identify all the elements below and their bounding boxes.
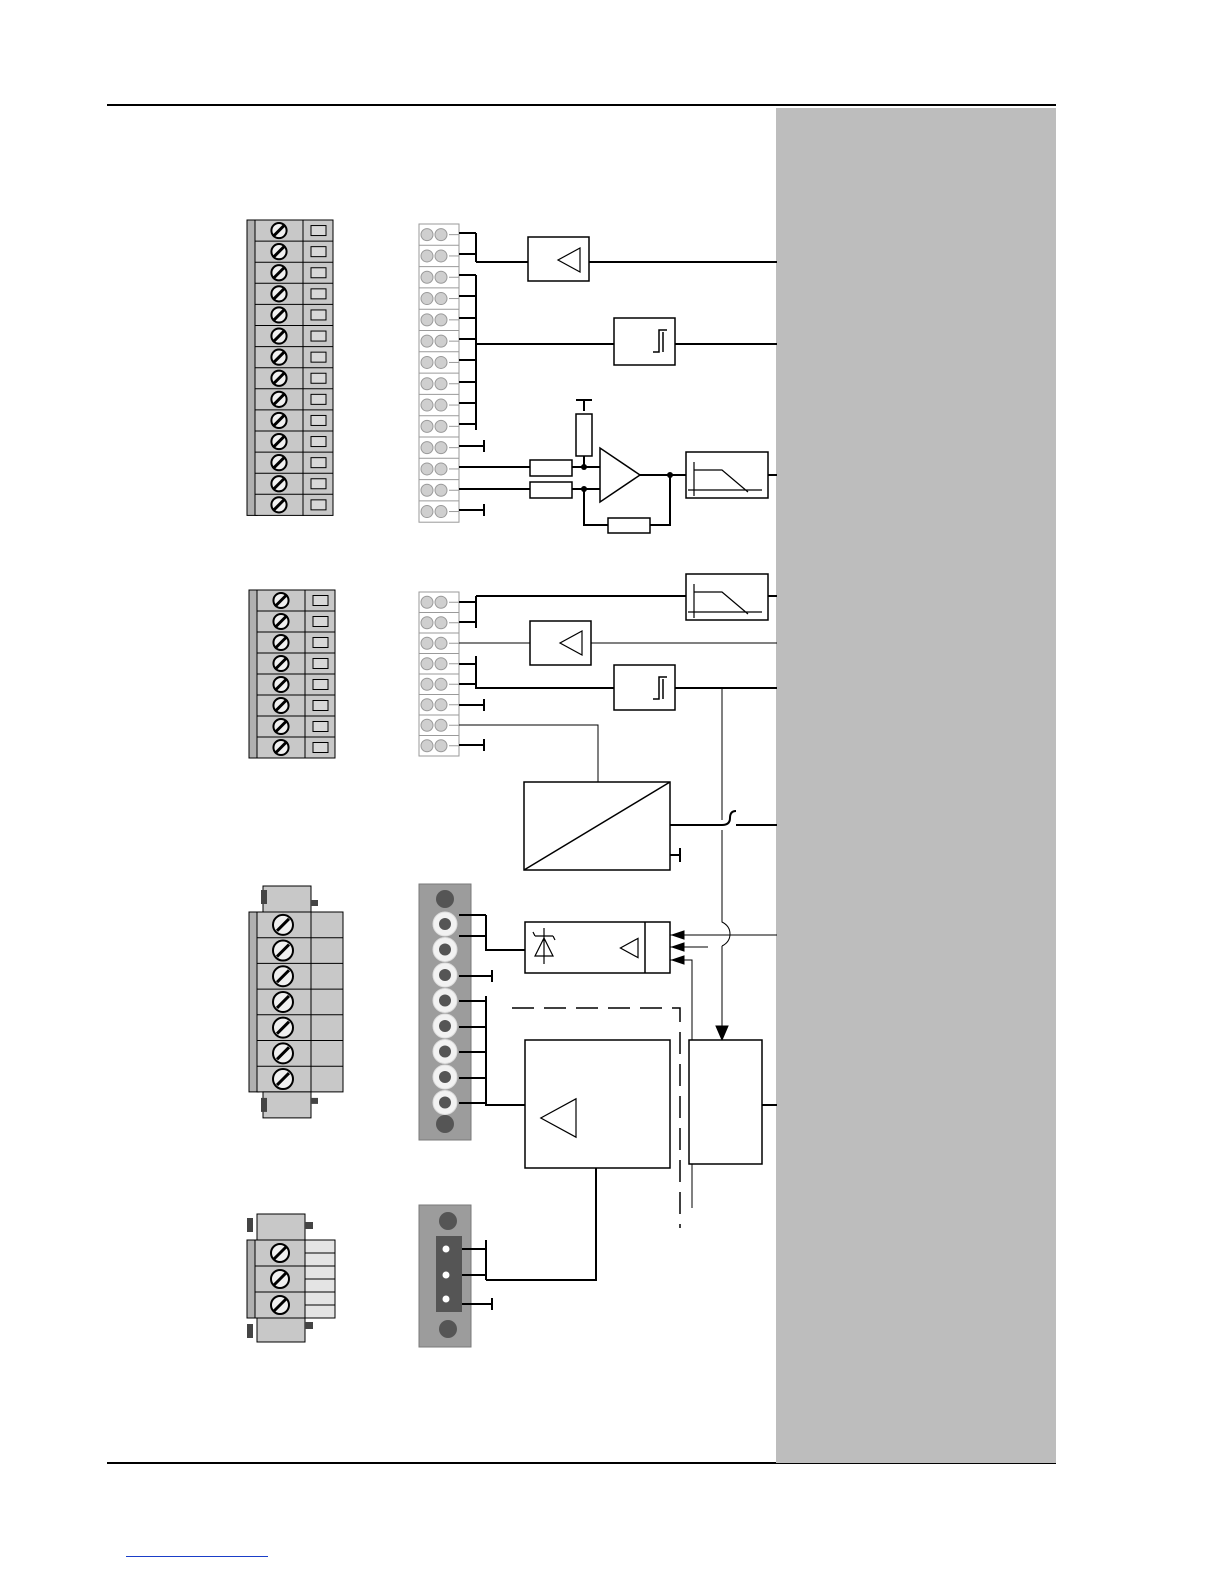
wire-diff-res	[572, 467, 600, 489]
logic-block-box	[689, 1040, 762, 1164]
screw-icon	[271, 244, 286, 259]
screw-icon	[271, 350, 286, 365]
screw-icon	[271, 1244, 289, 1262]
junction-dot	[581, 486, 587, 492]
terminal-slot	[311, 479, 326, 489]
optocoupler	[525, 922, 670, 973]
pin-hole	[435, 699, 447, 711]
pin	[443, 1246, 450, 1253]
terminal-slot	[311, 268, 326, 278]
pin-hole	[421, 271, 433, 283]
pin-hole	[421, 229, 433, 241]
ground-tick	[459, 739, 484, 751]
screw-icon	[271, 265, 286, 280]
pin-hole	[435, 617, 447, 629]
terminal-slot	[311, 352, 326, 362]
junction-dot	[667, 472, 673, 478]
ground-tick	[459, 440, 484, 452]
pin-hole	[435, 719, 447, 731]
screw-icon	[271, 455, 286, 470]
wire-diff-in	[459, 467, 530, 489]
pin-hole	[421, 378, 433, 390]
screw-icon	[273, 1018, 293, 1038]
pin-hole	[421, 250, 433, 262]
connector-1	[247, 220, 333, 515]
pin-hole	[421, 658, 433, 670]
pin-hole	[435, 314, 447, 326]
pin-hole	[421, 399, 433, 411]
pin-hole	[435, 399, 447, 411]
arrow-icon	[672, 931, 684, 964]
pin-hole	[435, 463, 447, 475]
mount-hole	[439, 1212, 457, 1230]
screw-icon	[273, 614, 288, 629]
connector-4-top-latch	[257, 1214, 305, 1240]
resistor-icon	[608, 518, 650, 533]
wire-converter-in	[459, 725, 598, 782]
pin-hole	[435, 596, 447, 608]
wire-diff-ref	[576, 400, 592, 411]
pin	[443, 1296, 450, 1303]
terminal-slot	[313, 659, 328, 669]
pin-hole	[435, 442, 447, 454]
screw-icon	[271, 413, 286, 428]
diff-amplifier	[530, 414, 673, 533]
connector-4	[247, 1214, 335, 1342]
screw-icon	[273, 992, 293, 1012]
terminal-slot	[313, 701, 328, 711]
pin-hole	[421, 596, 433, 608]
schmitt-trigger-1-box	[614, 318, 675, 365]
screw-icon	[273, 915, 293, 935]
pin	[439, 969, 451, 981]
pin-hole	[421, 719, 433, 731]
pin-hole	[421, 699, 433, 711]
connector-3-top-latch	[263, 886, 311, 912]
pin	[439, 995, 451, 1007]
blocks-layer	[524, 237, 768, 1168]
pin-hole	[435, 271, 447, 283]
amplifier-2	[530, 621, 591, 665]
pin-hole	[421, 420, 433, 432]
resistor-icon	[530, 482, 572, 498]
junction-dot	[581, 464, 587, 470]
pin-hole	[421, 442, 433, 454]
screw-icon	[273, 1043, 293, 1063]
pin-hole	[421, 463, 433, 475]
connector-2	[249, 590, 335, 758]
schmitt-trigger-2	[614, 665, 675, 710]
opamp-icon	[600, 448, 640, 502]
pin	[439, 944, 451, 956]
wire-schmitt1-in	[459, 275, 614, 430]
terminal-slot	[311, 247, 326, 257]
power-amplifier-box	[525, 1040, 670, 1168]
pin-hole	[421, 356, 433, 368]
connector-3-side	[311, 912, 343, 1092]
mount-hole	[439, 1320, 457, 1338]
pin-header-1	[419, 884, 471, 1140]
optocoupler-box	[525, 922, 670, 973]
pin-hole	[421, 740, 433, 752]
terminal-slot	[311, 415, 326, 425]
screw-icon	[273, 635, 288, 650]
terminal-slot	[311, 394, 326, 404]
wire-amp1-in	[459, 233, 528, 262]
screw-icon	[271, 1270, 289, 1288]
connectors-layer	[247, 220, 343, 1342]
pin	[439, 1020, 451, 1032]
low-pass-filter-1	[686, 452, 768, 498]
resistor-icon	[530, 460, 572, 476]
pin-hole	[421, 678, 433, 690]
pin-hole	[421, 335, 433, 347]
screw-icon	[273, 1069, 293, 1089]
terminal-slot	[311, 437, 326, 447]
low-pass-filter-2	[686, 574, 768, 620]
screw-icon	[271, 286, 286, 301]
wire-power-supply	[462, 1168, 596, 1280]
connector-3	[249, 886, 343, 1118]
connector-3-bottom-latch	[263, 1092, 311, 1118]
ground-tick	[670, 848, 680, 862]
terminal-slot	[311, 373, 326, 383]
terminal-slot	[313, 638, 328, 648]
mount-hole	[436, 890, 454, 908]
screw-icon	[273, 941, 293, 961]
pcb-strip-2	[419, 592, 459, 756]
power-amplifier	[525, 1040, 670, 1168]
pin-hole	[435, 506, 447, 518]
pin-hole	[435, 293, 447, 305]
pin	[439, 1071, 451, 1083]
pin-hole	[435, 229, 447, 241]
ground-tick	[459, 504, 484, 516]
connector-4-bottom-latch	[257, 1318, 305, 1342]
converter	[524, 782, 670, 870]
schmitt-trigger-2-box	[614, 665, 675, 710]
screw-icon	[271, 392, 286, 407]
pin-hole	[435, 356, 447, 368]
resistor-icon	[576, 414, 592, 456]
terminal-slot	[313, 617, 328, 627]
pin-hole	[421, 484, 433, 496]
screw-icon	[273, 677, 288, 692]
pin	[439, 918, 451, 930]
screw-icon	[271, 497, 286, 512]
pin-hole	[435, 335, 447, 347]
pin-hole	[435, 250, 447, 262]
pin-hole	[435, 678, 447, 690]
screw-icon	[273, 698, 288, 713]
screw-icon	[273, 966, 293, 986]
terminal-slot	[311, 226, 326, 236]
pin-hole	[421, 314, 433, 326]
terminal-slot	[311, 289, 326, 299]
screw-icon	[271, 328, 286, 343]
pin	[439, 1046, 451, 1058]
pin-hole	[421, 617, 433, 629]
pcb-strip-1	[419, 224, 459, 522]
screw-icon	[273, 719, 288, 734]
mount-hole	[436, 1115, 454, 1133]
terminal-slot	[311, 500, 326, 510]
pin	[443, 1272, 450, 1279]
pin-hole	[421, 293, 433, 305]
screw-icon	[273, 740, 288, 755]
pin-hole	[435, 740, 447, 752]
amplifier-1	[528, 237, 589, 281]
screw-icon	[271, 434, 286, 449]
pin-hole	[421, 506, 433, 518]
wire-converter-out	[670, 811, 777, 825]
pin-hole	[421, 637, 433, 649]
screw-icon	[271, 371, 286, 386]
terminal-slot	[313, 596, 328, 606]
terminal-slot	[311, 331, 326, 341]
terminal-slot	[311, 310, 326, 320]
pin-hole	[435, 658, 447, 670]
terminal-slot	[313, 722, 328, 732]
logic-block	[689, 1040, 762, 1164]
screw-icon	[273, 593, 288, 608]
pin-hole	[435, 378, 447, 390]
pin	[439, 1097, 451, 1109]
pin-hole	[435, 484, 447, 496]
wire-logic-bus	[722, 688, 730, 1028]
terminal-slot	[311, 458, 326, 468]
screw-icon	[271, 1296, 289, 1314]
terminal-slot	[313, 680, 328, 690]
pin-hole	[435, 637, 447, 649]
screw-icon	[273, 656, 288, 671]
screw-icon	[271, 223, 286, 238]
schmitt-trigger-1	[614, 318, 675, 365]
screw-icon	[271, 307, 286, 322]
terminal-strips-layer	[419, 224, 471, 1347]
ground-tick	[459, 699, 484, 711]
terminal-slot	[313, 743, 328, 753]
pin-hole	[435, 420, 447, 432]
arrow-icon	[716, 1026, 728, 1040]
screw-icon	[271, 476, 286, 491]
